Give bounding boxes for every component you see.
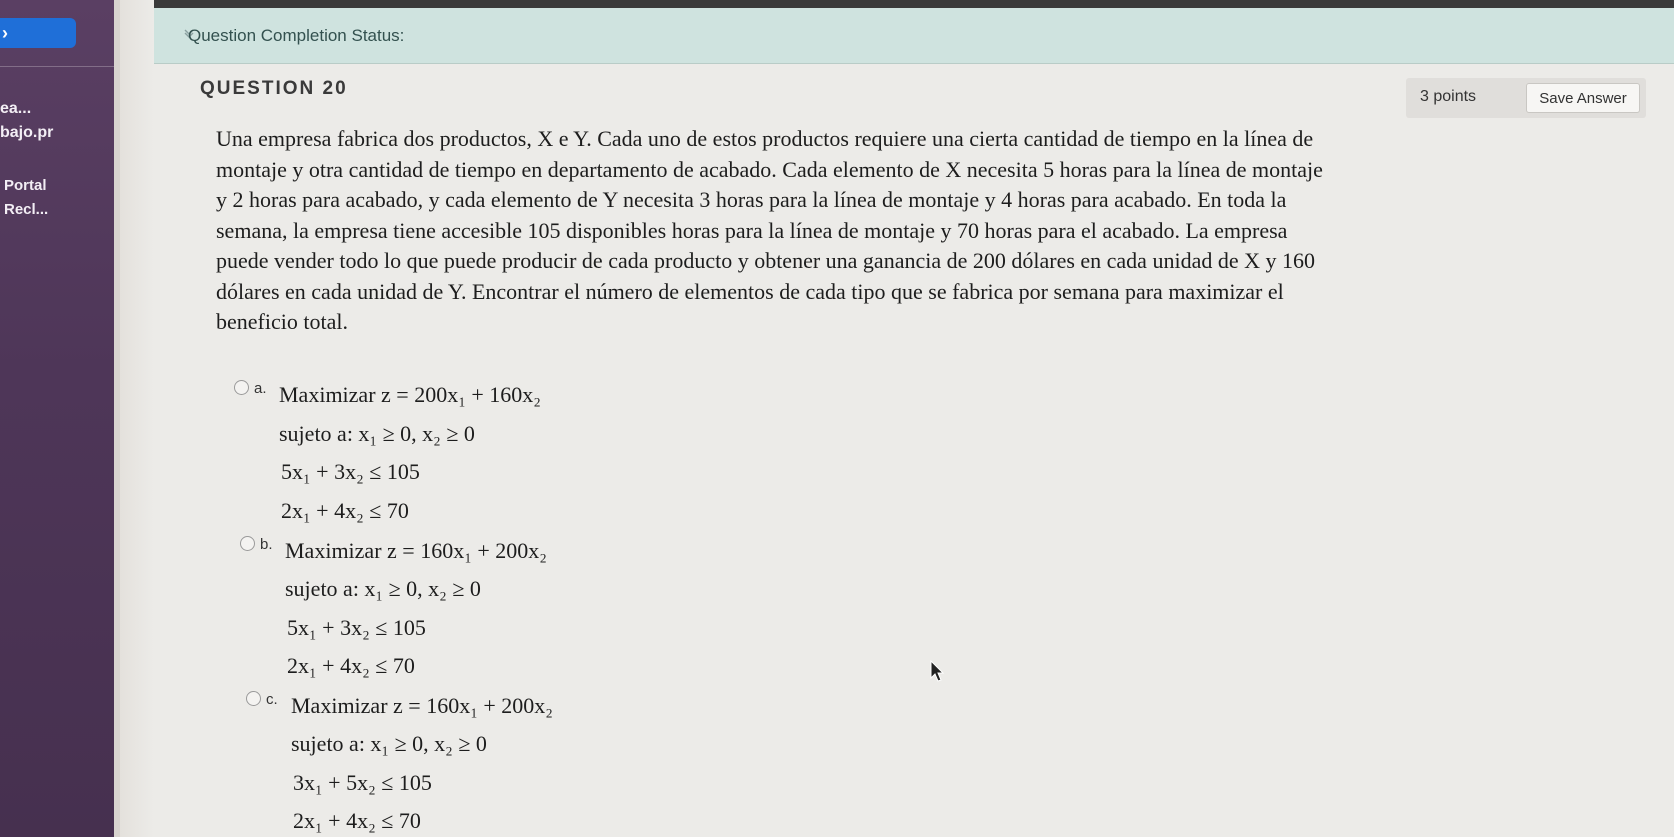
option-c-constraint-2: 2x₁ + 4x₂ ≤ 70 — [293, 808, 421, 833]
option-c-subject: sujeto a: x₁ ≥ 0, x₂ ≥ 0 — [291, 731, 487, 756]
mouse-cursor-icon — [930, 660, 946, 684]
points-label: 3 points — [1420, 88, 1477, 105]
option-b-constraint-1: 5x₁ + 3x₂ ≤ 105 — [287, 615, 426, 640]
sidebar-item-bajo[interactable]: bajo.pr — [0, 124, 54, 141]
option-a-objective: Maximizar z = 200x₁ + 160x₂ — [279, 382, 541, 407]
sidebar-item-ea[interactable]: ea... — [0, 100, 32, 117]
sidebar-divider — [0, 66, 114, 67]
gutter — [120, 0, 154, 837]
question-title: QUESTION 20 — [200, 78, 348, 99]
option-c-objective: Maximizar z = 160x₁ + 200x₂ — [291, 693, 553, 718]
sidebar — [0, 0, 120, 837]
status-label: Question Completion Status: — [188, 26, 405, 45]
radio-option-b[interactable] — [240, 536, 255, 551]
points-box — [1406, 78, 1646, 118]
sidebar-item-portal[interactable]: Portal — [4, 177, 47, 194]
question-panel — [154, 64, 1674, 837]
option-c-letter: c. — [266, 691, 278, 708]
option-a-constraint-2: 2x₁ + 4x₂ ≤ 70 — [281, 498, 409, 523]
question-text: Una empresa fabrica dos productos, X e Y. Cada uno de estos productos requiere una cierta cantidad de tiempo en la línea de montaje y otra cantidad de tiempo en departamento de acabado. Cada elemento de X necesita 5 horas para la línea de montaje y 2 horas para acabado, y cada elemento de Y necesita 3 horas para la línea de montaje y 4 horas para acabado. En toda la semana, la empresa tiene accesible 105 disponibles horas para la línea de montaje y 70 horas para el acabado. La empresa puede vender todo lo que puede producir de cada producto y obtener una ganancia de 200 dólares en cada unidad de X y 160 dólares en cada unidad de Y. Encontrar el número de elementos de cada tipo que se fabrica por semana para maximizar el beneficio total. — [216, 126, 1323, 334]
option-a-constraint-1: 5x₁ + 3x₂ ≤ 105 — [281, 459, 420, 484]
option-a-subject: sujeto a: x₁ ≥ 0, x₂ ≥ 0 — [279, 421, 475, 446]
question-completion-status[interactable] — [154, 8, 1674, 64]
sidebar-item-recl[interactable]: Recl... — [4, 201, 49, 218]
save-answer-button[interactable]: Save Answer — [1526, 83, 1640, 113]
sidebar-expand-button[interactable]: › — [0, 18, 76, 48]
option-b-letter: b. — [260, 536, 273, 553]
top-strip — [120, 0, 1674, 8]
option-b-subject: sujeto a: x₁ ≥ 0, x₂ ≥ 0 — [285, 576, 481, 601]
radio-option-c[interactable] — [246, 691, 261, 706]
option-b-objective: Maximizar z = 160x₁ + 200x₂ — [285, 538, 547, 563]
option-a-letter: a. — [254, 380, 267, 397]
radio-option-a[interactable] — [234, 380, 249, 395]
option-b-constraint-2: 2x₁ + 4x₂ ≤ 70 — [287, 653, 415, 678]
option-c-constraint-1: 3x₁ + 5x₂ ≤ 105 — [293, 770, 432, 795]
